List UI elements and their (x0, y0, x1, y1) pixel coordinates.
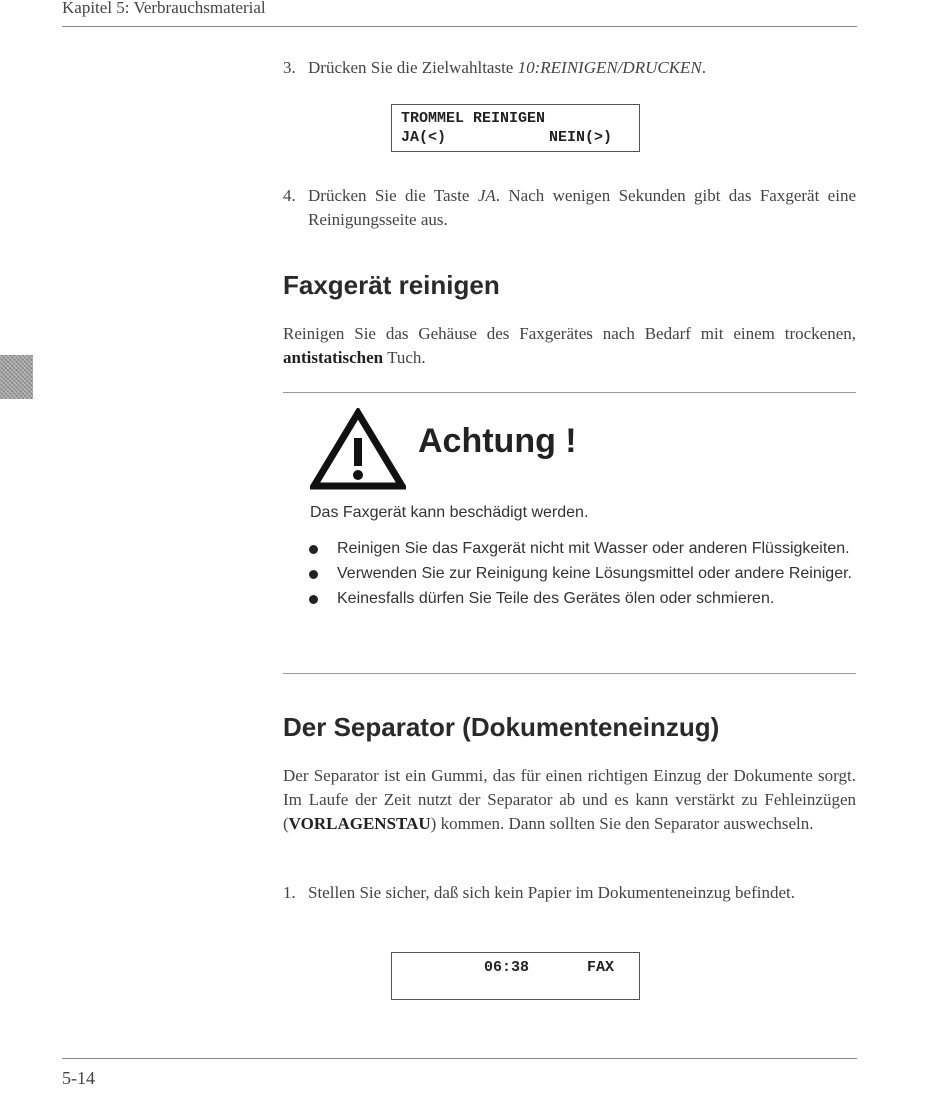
lcd-option-no: NEIN(>) (549, 129, 613, 146)
section-heading-clean-fax: Faxgerät reinigen (283, 270, 500, 300)
lcd-line-1: TROMMEL REINIGEN (401, 110, 546, 127)
list-item: Verwenden Sie zur Reinigung keine Lösungsmittel oder andere Reiniger. (306, 563, 856, 584)
footer-divider (62, 1058, 857, 1059)
page-header (62, 0, 857, 27)
lcd-time: 06:38 (484, 959, 530, 976)
step-number: 1. (283, 883, 296, 902)
warning-list (306, 538, 856, 613)
key-name: 10:REINIGEN/DRUCKEN (517, 58, 702, 77)
step-number: 3. (283, 58, 296, 77)
page-number: 5-14 (62, 1068, 95, 1088)
lcd-option-yes: JA(<) (401, 129, 447, 146)
step-text: Stellen Sie sicher, daß sich kein Papier im Dokumenteneinzug befindet. (308, 883, 795, 902)
chapter-tab-marker (0, 355, 33, 399)
lcd-display-standby (391, 952, 640, 1000)
lcd-display-clean (391, 104, 640, 152)
emphasis: antistatischen (283, 348, 384, 367)
warning-triangle-icon (310, 408, 406, 490)
list-item: Keinesfalls dürfen Sie Teile des Gerätes ölen oder schmieren. (306, 588, 856, 609)
step-text: Drücken Sie die Taste JA. Nach wenigen Sekunden gibt das Faxgerät eine Reinigungsseite aus. (308, 186, 857, 229)
warning-title: Achtung ! (418, 422, 577, 460)
key-name: JA (477, 186, 496, 205)
step-number: 4. (283, 186, 296, 205)
warning-intro: Das Faxgerät kann beschädigt werden. (310, 504, 589, 521)
emphasis: VORLAGENSTAU (288, 814, 431, 833)
separator-paragraph: Der Separator ist ein Gummi, das für einen richtigen Einzug der Dokumente sorgt. Im Laufe der Zeit nutzt der Separator ab und es kann verstärkt zu Fehleinzügen (VORLAGENSTAU) kommen. Dann sollten Sie den Separator auswechseln. (283, 766, 856, 833)
chapter-title: Kapitel 5: Verbrauchsmaterial (62, 0, 266, 17)
clean-fax-paragraph: Reinigen Sie das Gehäuse des Faxgerätes nach Bedarf mit einem trockenen, antistatischen Tuch. (283, 324, 856, 367)
section-heading-separator: Der Separator (Dokumenteneinzug) (283, 712, 720, 742)
lcd-mode: FAX (587, 959, 615, 976)
divider (283, 392, 856, 393)
step-text: Drücken Sie die Zielwahltaste 10:REINIGEN/DRUCKEN. (308, 58, 707, 77)
divider (283, 673, 856, 674)
list-item: Reinigen Sie das Faxgerät nicht mit Wasser oder anderen Flüssigkeiten. (306, 538, 856, 559)
